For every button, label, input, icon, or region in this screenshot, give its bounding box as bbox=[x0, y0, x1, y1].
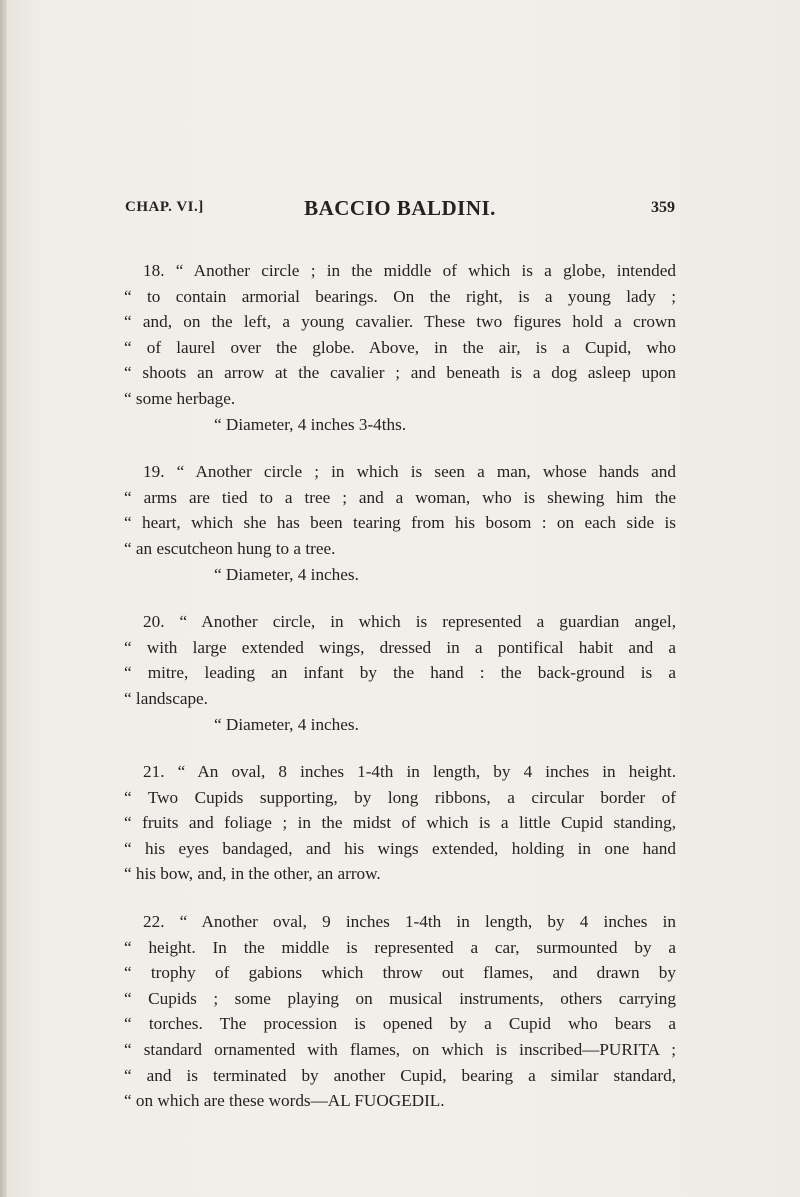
catalogue-text bbox=[124, 258, 676, 1136]
catalogue-entry-19 bbox=[124, 459, 676, 587]
text-line: “ torches. The procession is opened by a Cupid who bears a bbox=[124, 1014, 676, 1034]
text-line: “ on which are these words—AL FUOGEDIL. bbox=[124, 1091, 445, 1111]
text-line: “ of laurel over the globe. Above, in the air, is a Cupid, who bbox=[124, 337, 676, 357]
text-line: “ shoots an arrow at the cavalier ; and beneath is a dog asleep upon bbox=[124, 363, 676, 383]
catalogue-entry-21 bbox=[124, 759, 676, 887]
text-line: “ Cupids ; some playing on musical instruments, others carrying bbox=[124, 988, 676, 1008]
text-line: “ height. In the middle is represented a car, surmounted by a bbox=[124, 937, 676, 957]
page-title: BACCIO BALDINI. bbox=[304, 196, 496, 220]
dimension-line: “ Diameter, 4 inches 3-4ths. bbox=[214, 414, 407, 434]
text-line: “ arms are tied to a tree ; and a woman, who is shewing him the bbox=[124, 487, 676, 507]
text-line: 21. “ An oval, 8 inches 1-4th in length, by 4 inches in height. bbox=[143, 762, 676, 782]
dimension-line: “ Diameter, 4 inches. bbox=[214, 564, 359, 584]
catalogue-entry-18 bbox=[124, 258, 676, 437]
book-gutter bbox=[0, 0, 7, 1197]
catalogue-entry-20 bbox=[124, 609, 676, 737]
chapter-label: CHAP. VI.] bbox=[125, 199, 204, 215]
text-line: 22. “ Another oval, 9 inches 1-4th in length, by 4 inches in bbox=[143, 912, 676, 932]
text-line: “ mitre, leading an infant by the hand : the back-ground is a bbox=[124, 663, 676, 683]
text-line: “ standard ornamented with flames, on which is inscribed—PURITA ; bbox=[124, 1040, 676, 1060]
text-line: “ heart, which she has been tearing from his bosom : on each side is bbox=[124, 513, 676, 533]
text-line: “ and, on the left, a young cavalier. These two figures hold a crown bbox=[124, 312, 676, 332]
text-line: “ with large extended wings, dressed in a pontifical habit and a bbox=[124, 637, 676, 657]
text-line: 20. “ Another circle, in which is represented a guardian angel, bbox=[143, 612, 676, 632]
text-line: “ some herbage. bbox=[124, 388, 236, 408]
text-line: “ his eyes bandaged, and his wings extended, holding in one hand bbox=[124, 838, 676, 858]
text-line: “ fruits and foliage ; in the midst of which is a little Cupid standing, bbox=[124, 813, 676, 833]
text-line: “ to contain armorial bearings. On the right, is a young lady ; bbox=[124, 286, 676, 306]
running-header bbox=[125, 196, 675, 223]
text-line: “ and is terminated by another Cupid, bearing a similar standard, bbox=[124, 1065, 676, 1085]
text-line: “ his bow, and, in the other, an arrow. bbox=[124, 864, 381, 884]
text-line: “ an escutcheon hung to a tree. bbox=[124, 538, 336, 558]
text-line: 18. “ Another circle ; in the middle of which is a globe, intended bbox=[143, 261, 676, 280]
text-line: “ landscape. bbox=[124, 688, 208, 708]
page-number: 359 bbox=[651, 199, 675, 216]
text-line: 19. “ Another circle ; in which is seen a man, whose hands and bbox=[143, 462, 676, 482]
dimension-line: “ Diameter, 4 inches. bbox=[214, 714, 359, 734]
text-line: “ trophy of gabions which throw out flames, and drawn by bbox=[124, 963, 676, 983]
catalogue-entry-22 bbox=[124, 909, 676, 1114]
text-line: “ Two Cupids supporting, by long ribbons, a circular border of bbox=[124, 787, 676, 807]
